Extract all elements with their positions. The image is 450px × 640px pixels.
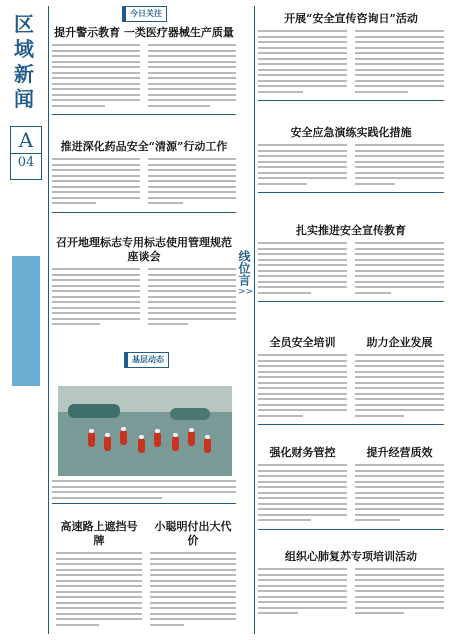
page-letter: A: [18, 128, 34, 152]
right-article-1: [258, 10, 444, 101]
article-body: [52, 158, 140, 208]
article-body: [148, 44, 236, 110]
right-article-8: [258, 548, 444, 618]
article-body: [355, 242, 444, 297]
article-headline: 扎实推进安全宣传教育: [296, 224, 406, 237]
right-article-3: [258, 222, 444, 302]
article-body: [355, 354, 444, 420]
article-headline: 高速路上遮挡号牌: [60, 520, 138, 547]
article-1: [52, 24, 236, 115]
article-2: [52, 138, 236, 213]
article-body: [258, 144, 347, 188]
article-headline: 小聪明付出大代价: [154, 520, 232, 547]
article-body: [148, 158, 236, 208]
slogan-banner: [12, 256, 40, 386]
article-body: [52, 268, 140, 329]
article-headline: 组织心肺复苏专项培训活动: [285, 550, 417, 563]
today-focus-tab: 今日关注: [122, 6, 167, 22]
article-5: [150, 518, 236, 629]
photo-caption: [52, 480, 236, 504]
article-headline-2: 提升经营质效: [366, 446, 433, 459]
page-number-box: [10, 126, 42, 180]
article-headline: 开展“安全宣传咨询日”活动: [284, 12, 418, 25]
article-headline-2: 助力企业发展: [366, 336, 433, 349]
article-body: [150, 552, 236, 626]
section-title: 区域新闻: [14, 12, 34, 111]
page-number: 04: [11, 153, 41, 172]
article-headline: 强化财务管控: [269, 446, 336, 459]
article-body: [258, 30, 347, 96]
article-headline: 推进深化药品安全“清源”行动工作: [60, 140, 228, 153]
article-headline: 提升警示教育 一类医疗器械生产质量: [54, 26, 234, 39]
article-body: [148, 268, 236, 329]
article-body: [258, 464, 347, 525]
article-body: [355, 568, 444, 618]
column-divider: [254, 6, 255, 634]
grassroots-tab: 基层动态: [124, 352, 169, 368]
article-body: [52, 44, 140, 110]
article-3: [52, 234, 236, 329]
section-rail: [6, 6, 44, 634]
article-headline: 召开地理标志专用标志使用管理规范座谈会: [56, 236, 232, 263]
right-article-2: [258, 124, 444, 193]
thread-label: 线位言: [237, 250, 251, 286]
article-headline: 安全应急演练实践化措施: [290, 126, 412, 139]
article-body: [56, 552, 142, 626]
caption-body: [52, 480, 236, 499]
article-body: [355, 464, 444, 525]
article-body: [258, 568, 347, 618]
column-divider: [48, 6, 49, 634]
thread-tab: [238, 250, 252, 298]
article-body: [258, 354, 347, 420]
article-body: [355, 144, 444, 188]
article-body: [355, 30, 444, 96]
article-headline: 全员安全培训: [269, 336, 336, 349]
news-photo: [58, 386, 232, 476]
thread-arrow-icon: >>: [238, 287, 254, 297]
right-article-6: [258, 444, 444, 530]
article-4: [56, 518, 142, 629]
right-article-4: [258, 334, 444, 425]
article-body: [258, 242, 347, 297]
